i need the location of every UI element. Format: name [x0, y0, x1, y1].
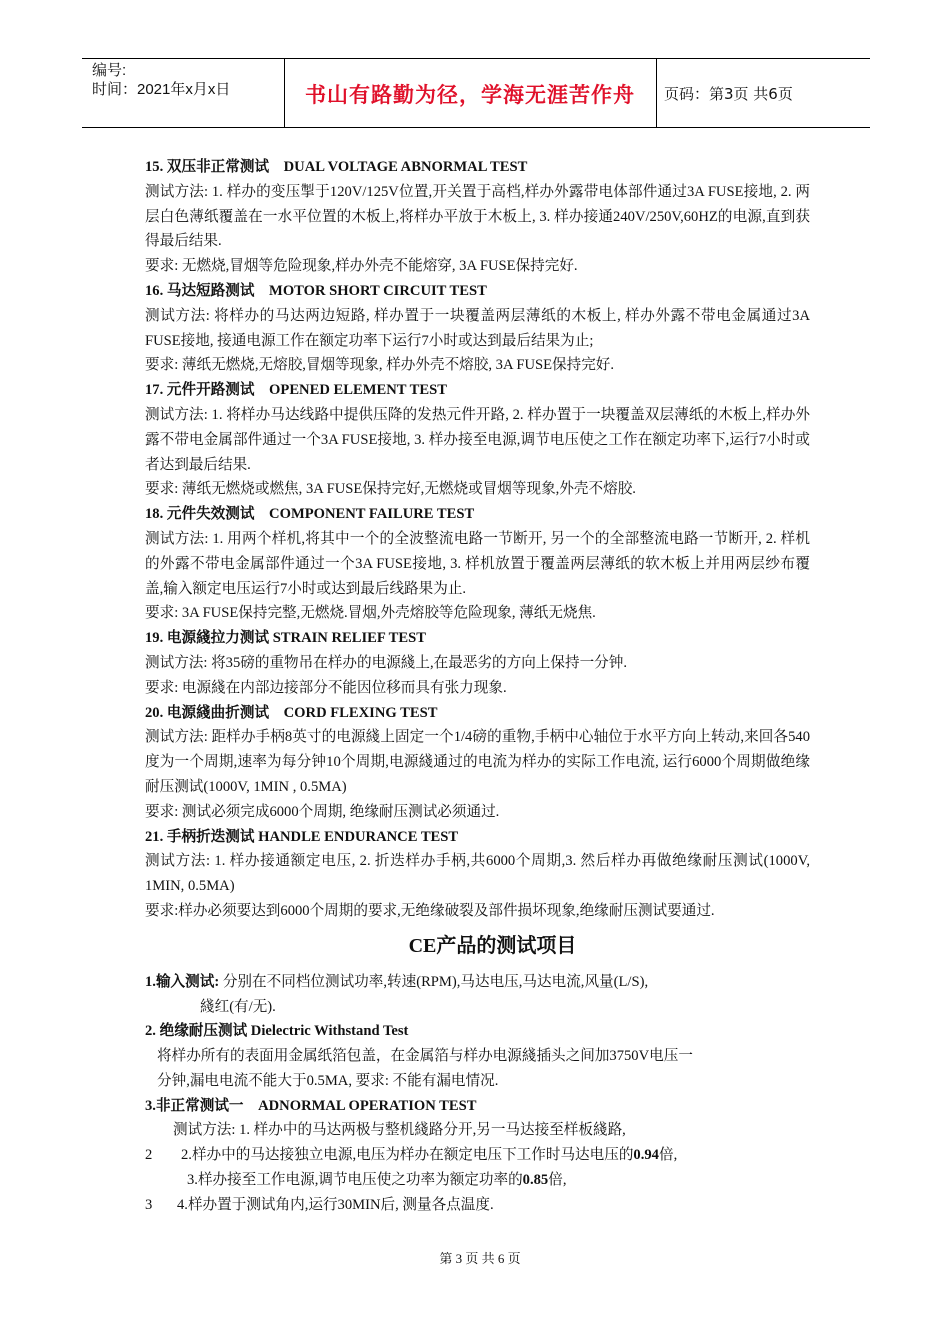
section-17 — [145, 378, 810, 502]
document-number-label: 编号: — [92, 62, 127, 79]
test-method: 测试方法: 1. 用两个样机,将其中一个的全波整流电路一节断开, 另一个的全部整流电路一节断开, 2. 样机的外露不带电金属部件通过一个3A FUSE接地, 3. 样机放置于覆盖两层薄纸的软木板上并用两层纱布覆盖,输入额定电压运行7小时或达到最后线路果为止. — [145, 530, 810, 597]
ce-step-1: 测试方法: 1. 样办中的马达两极与整机綫路分开,另一马达接至样板綫路, — [173, 1122, 626, 1139]
header-page-number: 页码：第3页 共6页 — [664, 85, 793, 103]
page-header — [82, 58, 870, 128]
ce-item-text: 分别在不同档位测试功率,转速(RPM),马达电压,马达电流,风量(L/S), — [219, 973, 649, 990]
test-requirement: 要求: 3A FUSE保持完整,无燃烧.冒烟,外壳熔胶等危险现象, 薄纸无烧焦. — [145, 605, 596, 622]
document-date: 时间：2021年x月x日 — [92, 81, 231, 98]
test-method: 测试方法: 1. 将样办马达线路中提供压降的发热元件开路, 2. 样办置于一块覆盖双层薄纸的木板上,样办外露不带电金属部件通过一个3A FUSE接地, 3. 样办接至电源,调节电压使之工作在额定功率下,运行7小时或者达到最后结果. — [145, 406, 810, 473]
section-heading: 21. 手柄折迭测试 HANDLE ENDURANCE TEST — [145, 828, 459, 845]
section-16 — [145, 279, 810, 378]
ce-step-2: 2 2.样办中的马达接独立电源,电压为样办在额定电压下工作时马达电压的0.94倍, — [145, 1143, 810, 1168]
ce-item-text-continued: 綫红(有/无). — [200, 998, 276, 1015]
section-heading: 18. 元件失效测试 COMPONENT FAILURE TEST — [145, 506, 475, 523]
test-requirement: 要求: 无燃烧,冒烟等危险现象,样办外壳不能熔穿, 3A FUSE保持完好. — [145, 258, 578, 275]
ce-item-text: 分钟,漏电电流不能大于0.5MA, 要求: 不能有漏电情况. — [157, 1072, 499, 1089]
header-divider — [656, 59, 657, 127]
test-requirement: 要求: 电源綫在内部边接部分不能因位移而具有张力现象. — [145, 679, 507, 696]
test-method: 测试方法: 1. 样办的变压掣于120V/125V位置,开关置于高档,样办外露带电体部件通过3A FUSE接地, 2. 两层白色薄纸覆盖在一水平位置的木板上,将样办平放于木板上, 3. 样办接通240V/250V,60HZ的电源,直到获得最后结果. — [145, 183, 810, 250]
test-requirement: 要求:样办必须要达到6000个周期的要求,无绝缘破裂及部件损坏现象,绝缘耐压测试要通过. — [145, 902, 715, 919]
section-19 — [145, 626, 810, 700]
test-method: 测试方法: 将样办的马达两边短路, 样办置于一块覆盖两层薄纸的木板上, 样办外露不带电金属通过3A FUSE接地, 接通电源工作在额定功率下运行7小时或达到最后结果为止; — [145, 307, 810, 349]
ce-section-title: CE产品的测试项目 — [408, 934, 577, 957]
test-method: 测试方法: 距样办手柄8英寸的电源綫上固定一个1/4磅的重物,手柄中心轴位于水平方向上转动,来回各540度为一个周期,速率为每分钟10个周期,电源綫通过的电流为样办的实际工作电流, 运行6000个周期做绝缘耐压测试(1000V, 1MIN , 0.5MA) — [145, 729, 810, 795]
section-heading: 17. 元件开路测试 OPENED ELEMENT TEST — [145, 382, 447, 399]
ce-step-4: 3 4.样办置于测试角内,运行30MIN后, 测量各点温度. — [145, 1193, 810, 1218]
section-15 — [145, 155, 810, 279]
section-20 — [145, 701, 810, 825]
header-meta — [92, 61, 230, 99]
section-18 — [145, 502, 810, 626]
test-requirement: 要求: 测试必须完成6000个周期, 绝缘耐压测试必须通过. — [145, 803, 500, 820]
ce-item-text: 将样办所有的表面用金属纸箔包盖，在金属箔与样办电源綫插头之间加3750V电压一 — [157, 1048, 693, 1065]
section-heading: 16. 马达短路测试 MOTOR SHORT CIRCUIT TEST — [145, 282, 487, 299]
ce-item-heading: 3.非正常测试一 ADNORMAL OPERATION TEST — [145, 1097, 477, 1114]
ce-item-1 — [145, 970, 810, 1020]
document-body — [145, 155, 810, 1218]
section-heading: 19. 电源綫拉力测试 STRAIN RELIEF TEST — [145, 630, 426, 647]
ce-item-3 — [145, 1094, 810, 1218]
test-requirement: 要求: 薄纸无燃烧,无熔胶,冒烟等现象, 样办外壳不熔胶, 3A FUSE保持完好. — [145, 357, 615, 374]
test-requirement: 要求: 薄纸无燃烧或燃焦, 3A FUSE保持完好,无燃烧或冒烟等现象,外壳不熔胶. — [145, 481, 636, 498]
ce-step-3: 3.样办接至工作电源,调节电压使之功率为额定功率的0.85倍, — [187, 1172, 567, 1189]
header-motto: 书山有路勤为径，学海无涯苦作舟 — [305, 83, 635, 107]
test-method: 测试方法: 将35磅的重物吊在样办的电源綫上,在最恶劣的方向上保持一分钟. — [145, 654, 628, 671]
page-footer: 第 3 页 共 6 页 — [439, 1251, 521, 1266]
list-number: 2 — [145, 1147, 153, 1164]
test-method: 测试方法: 1. 样办接通额定电压, 2. 折迭样办手柄,共6000个周期,3. 然后样办再做绝缘耐压测试(1000V, 1MIN, 0.5MA) — [145, 853, 810, 895]
ce-item-label: 1.输入测试: — [145, 973, 220, 990]
section-heading: 15. 双压非正常测试 DUAL VOLTAGE ABNORMAL TEST — [145, 159, 528, 175]
ce-item-heading: 2. 绝缘耐压测试 Dielectric Withstand Test — [145, 1023, 409, 1040]
section-heading: 20. 电源綫曲折测试 CORD FLEXING TEST — [145, 704, 438, 721]
ce-item-2 — [145, 1019, 810, 1093]
list-number: 3 — [145, 1196, 153, 1213]
section-21 — [145, 825, 810, 924]
